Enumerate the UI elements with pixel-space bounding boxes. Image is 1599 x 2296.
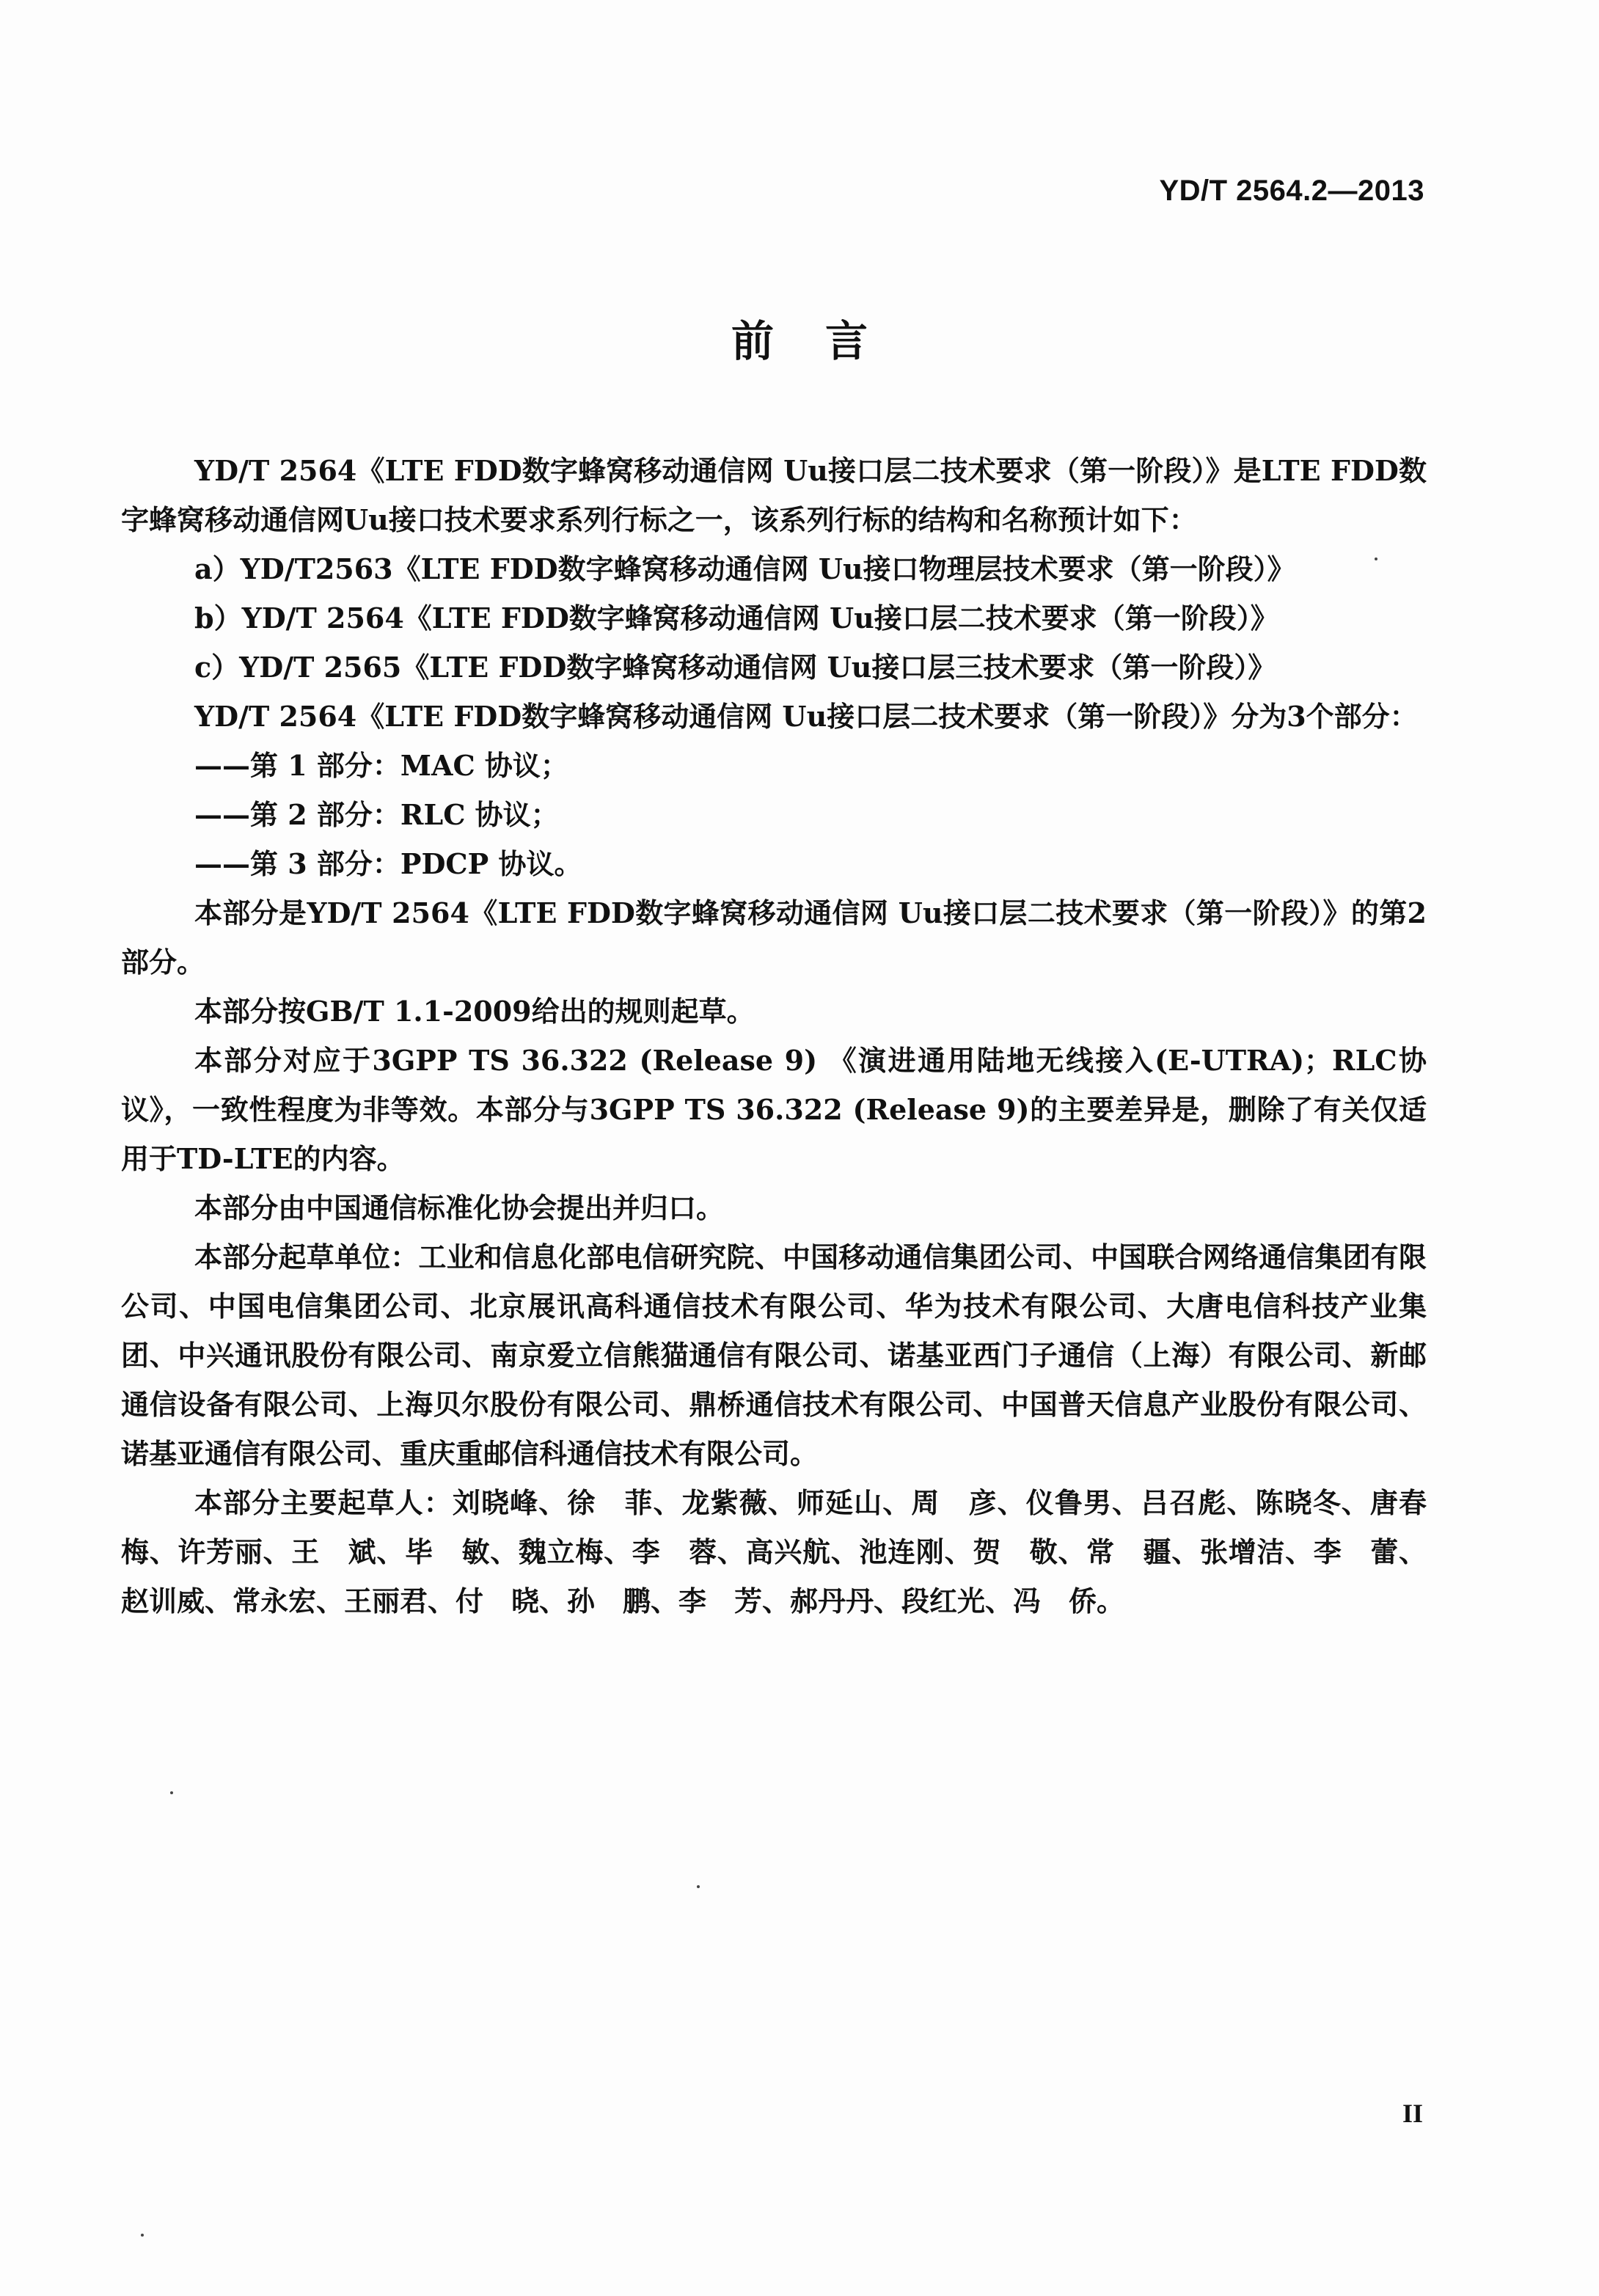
paragraph-correspondence: 本部分对应于3GPP TS 36.322 (Release 9) 《演进通用陆地无线接入(E-UTRA)；RLC协议》，一致性程度为非等效。本部分与3GPP TS 36.322 (Release 9)的主要差异是，删除了有关仅适用于TD-LTE的内容。 (121, 1044, 1427, 1175)
scan-speck (141, 2234, 144, 2237)
scan-speck (697, 1885, 700, 1888)
scan-speck (170, 1791, 173, 1794)
paragraph-parts-intro: YD/T 2564《LTE FDD数字蜂窝移动通信网 Uu接口层二技术要求（第一阶段）》分为3个部分： (194, 700, 1418, 733)
part-item-3: ——第 3 部分：PDCP 协议。 (194, 847, 582, 880)
part-item-1: ——第 1 部分：MAC 协议； (194, 749, 568, 782)
page-title: 前言 (731, 316, 919, 366)
paragraph-this-part: 本部分是YD/T 2564《LTE FDD数字蜂窝移动通信网 Uu接口层二技术要求（第一阶段）》的第2部分。 (121, 896, 1427, 979)
list-item-b: b）YD/T 2564《LTE FDD数字蜂窝移动通信网 Uu接口层二技术要求（第一阶段）》 (194, 602, 1278, 635)
paragraph-series-intro: YD/T 2564《LTE FDD数字蜂窝移动通信网 Uu接口层二技术要求（第一阶段）》是LTE FDD数字蜂窝移动通信网Uu接口技术要求系列行标之一，该系列行标的结构和名称预计如下： (121, 454, 1427, 536)
scan-speck (1375, 557, 1377, 560)
paragraph-proposer: 本部分由中国通信标准化协会提出并归口。 (194, 1191, 725, 1224)
standard-number: YD/T 2564.2—2013 (1159, 175, 1424, 207)
foreword-body (121, 446, 1427, 1626)
page-number: II (1402, 2099, 1423, 2128)
part-item-2: ——第 2 部分：RLC 协议； (194, 798, 559, 831)
list-item-c: c）YD/T 2565《LTE FDD数字蜂窝移动通信网 Uu接口层三技术要求（第一阶段）》 (194, 651, 1276, 684)
paragraph-drafting-units: 本部分起草单位：工业和信息化部电信研究院、中国移动通信集团公司、中国联合网络通信集团有限公司、中国电信集团公司、北京展讯高科通信技术有限公司、华为技术有限公司、大唐电信科技产业集团、中兴通讯股份有限公司、南京爱立信熊猫通信有限公司、诺基亚西门子通信（上海）有限公司、新邮通信设备有限公司、上海贝尔股份有限公司、鼎桥通信技术有限公司、中国普天信息产业股份有限公司、诺基亚通信有限公司、重庆重邮信科通信技术有限公司。 (121, 1240, 1427, 1470)
paragraph-drafting-rules: 本部分按GB/T 1.1-2009给出的规则起草。 (194, 995, 755, 1028)
list-item-a: a）YD/T2563《LTE FDD数字蜂窝移动通信网 Uu接口物理层技术要求（第一阶段）》 (194, 552, 1295, 585)
paragraph-drafters: 本部分主要起草人：刘晓峰、徐 菲、龙紫薇、师延山、周 彦、仪鲁男、吕召彪、陈晓冬、唐春梅、许芳丽、王 斌、毕 敏、魏立梅、李 蓉、高兴航、池连刚、贺 敬、常 疆、张增洁、李 蕾、赵训威、常永宏、王丽君、付 晓、孙 鹏、李 芳、郝丹丹、段红光、冯 侨。 (121, 1486, 1427, 1617)
